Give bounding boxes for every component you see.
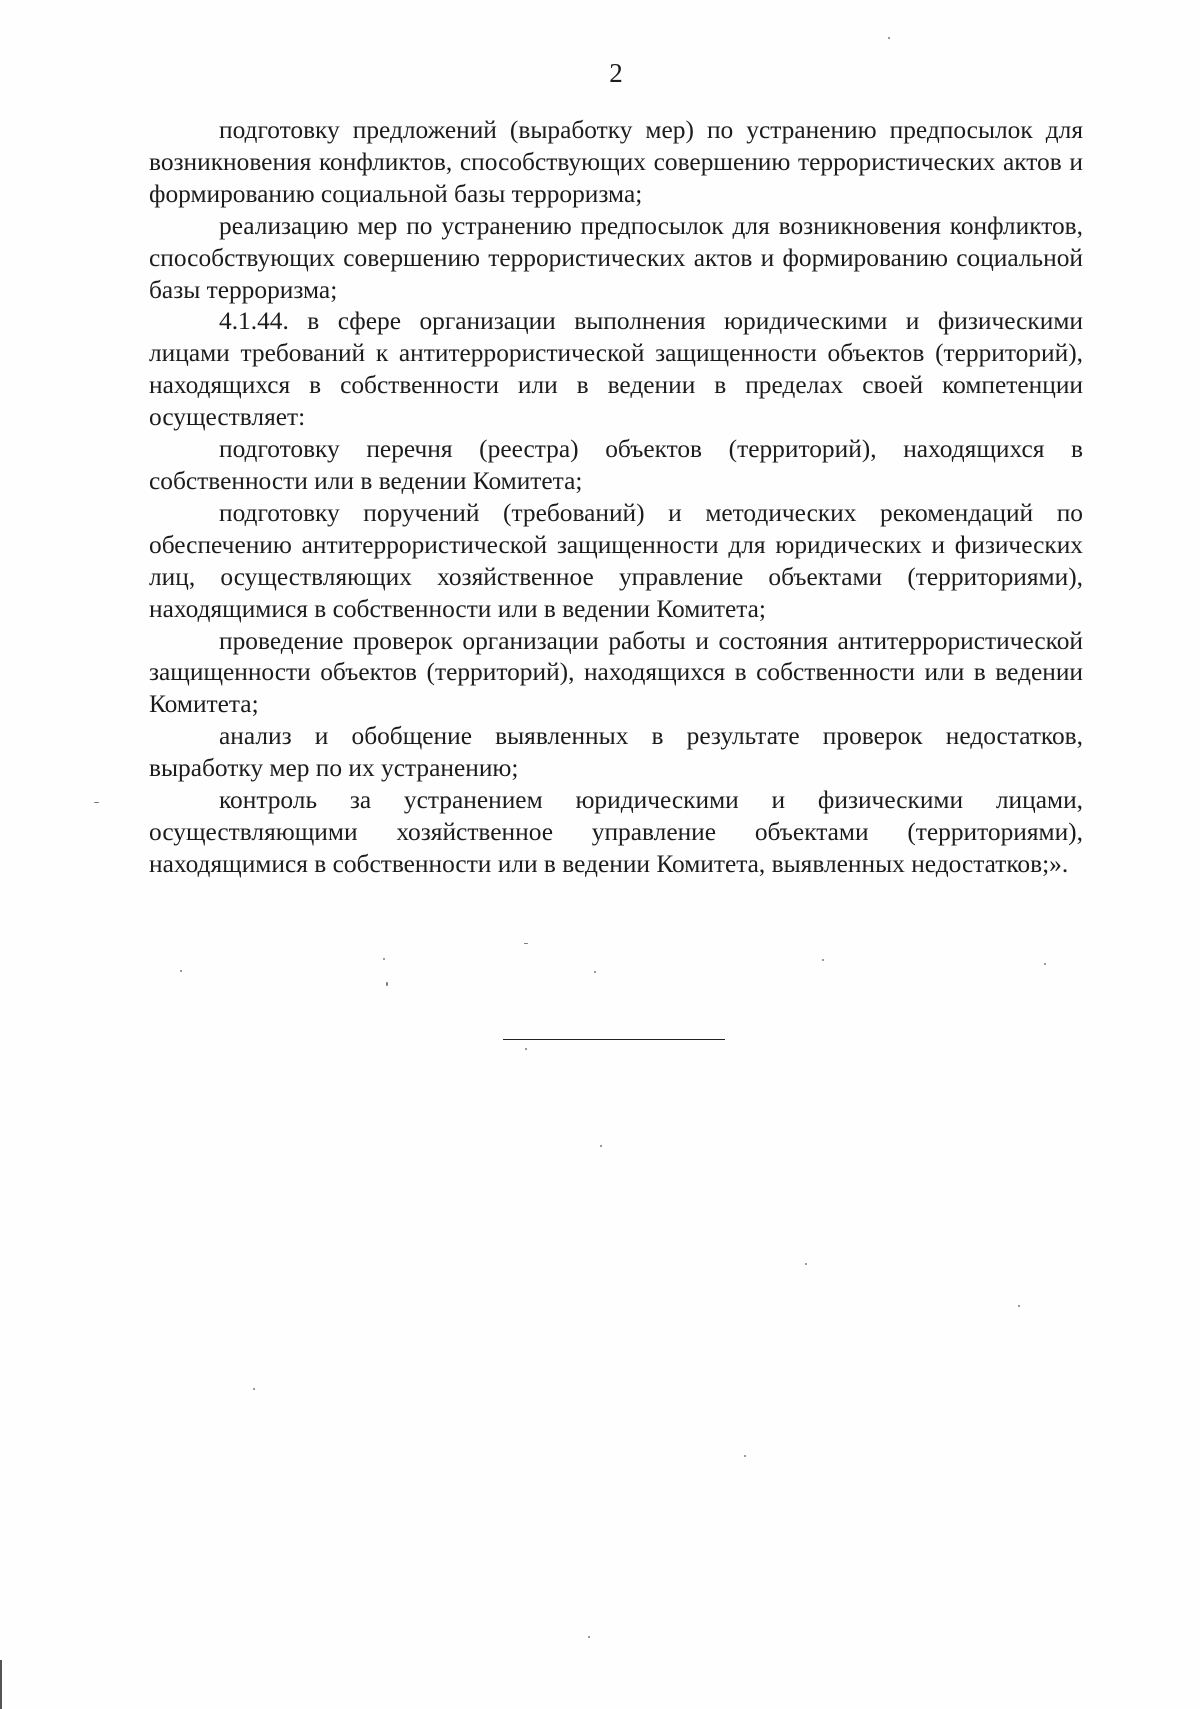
scan-speck <box>180 970 182 972</box>
document-body <box>149 115 1083 881</box>
page-number: 2 <box>609 58 623 88</box>
scan-speck <box>822 959 824 961</box>
scan-speck <box>524 943 528 944</box>
paragraph-4-1-44: 4.1.44. в сфере организации выполнения юридическими и физическими лицами требований к антитеррористической защищенности объектов (территорий), находящихся в собственности или в ведении в пределах своей компетенции осуществляет: <box>149 307 1083 432</box>
paragraph-instructions: подготовку поручений (требований) и методических рекомендаций по обеспечению антитеррористической защищенности для юридических и физических лиц, осуществляющих хозяйственное управление объектами (территориями), находящимися в собственности или в ведении Комитета; <box>149 498 1083 623</box>
scan-speck <box>744 1455 746 1457</box>
scan-speck <box>888 37 890 39</box>
paragraph-register: подготовку перечня (реестра) объектов (территорий), находящихся в собственности или в ведении Комитета; <box>149 435 1083 495</box>
scan-edge-mark <box>0 1660 2 1709</box>
closing-separator-line <box>503 1039 725 1040</box>
scan-speck <box>94 802 99 803</box>
scan-speck <box>588 1636 590 1638</box>
scan-speck <box>386 982 388 986</box>
scan-speck <box>805 1263 807 1265</box>
scan-speck <box>594 971 596 973</box>
scan-speck <box>253 1388 255 1390</box>
paragraph-inspections: проведение проверок организации работы и состояния антитеррористической защищенности объектов (территорий), находящихся в собственности или в ведении Комитета; <box>149 626 1083 719</box>
scan-speck <box>600 1145 602 1147</box>
paragraph-proposals: подготовку предложений (выработку мер) по устранению предпосылок для возникновения конфликтов, способствующих совершению террористических актов и формированию социальной базы терроризма; <box>149 116 1083 208</box>
paragraph-control: контроль за устранением юридическими и физическими лицами, осуществляющими хозяйственное управление объектами (территориями), находящимися в собственности или в ведении Комитета, выявленных недостатков;». <box>149 786 1083 878</box>
scan-speck <box>1044 963 1046 965</box>
scan-speck <box>1018 1305 1020 1307</box>
scan-speck <box>525 1048 527 1050</box>
paragraph-analysis: анализ и обобщение выявленных в результате проверок недостатков, выработку мер по их устранению; <box>149 722 1083 783</box>
paragraph-implementation: реализацию мер по устранению предпосылок для возникновения конфликтов, способствующих совершению террористических актов и формированию социальной базы терроризма; <box>149 211 1083 304</box>
scan-speck <box>383 958 385 960</box>
